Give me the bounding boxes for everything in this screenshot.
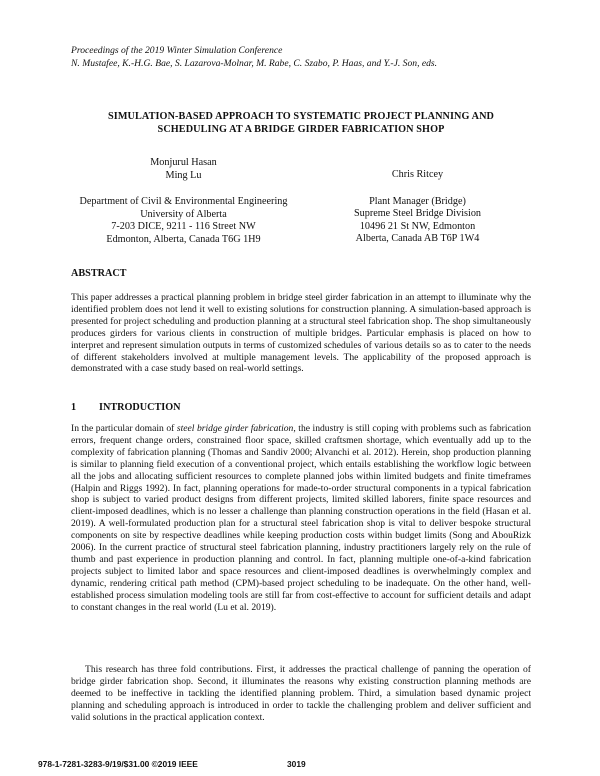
editors-line: N. Mustafee, K.-H.G. Bae, S. Lazarova-Molnar, M. Rabe, C. Szabo, P. Haas, and Y.-J. Son, eds. [71,58,438,69]
abstract-text: This paper addresses a practical planning problem in bridge steel girder fabrication in an attempt to illuminate why the identified problem does not lend it well to existing solutions for construction planning. A simulation-based approach is presented for project scheduling and production planning at a structural steel fabrication shop. The shop simultaneously produces girders for various clients in construction of multiple bridges. Particular emphasis is placed on how to interpret and represent simulation outputs in terms of customized schedules of various details so as to cater to the needs of different stakeholders involved at multiple management levels. The applicability of the proposed approach is demonstrated with a case study based on real-world settings. [71,292,531,375]
paper-title [71,110,531,136]
proceedings-header [71,44,541,70]
abstract-heading: ABSTRACT [71,268,127,279]
footer-isbn: 978-1-7281-3283-9/19/$31.00 ©2019 IEEE [38,759,198,769]
page-footer [38,759,598,769]
author-role: Plant Manager (Bridge) [369,195,466,207]
author-name: Ming Lu [165,169,202,181]
author-name: Chris Ritcey [391,169,444,180]
author-organization: Supreme Steel Bridge Division [353,208,482,219]
author-department: Department of Civil & Environmental Engineering [79,196,288,207]
author-address: 7-203 DICE, 9211 - 116 Street NW [111,221,256,232]
author-city: Alberta, Canada AB T6P 1W4 [355,233,480,244]
intro-p1-emphasis: steel bridge girder fabrication [176,423,294,434]
intro-p1-start: In the particular domain of [71,423,177,434]
intro-p1-rest: , the industry is still coping with problems such as fabrication errors, frequent change orders, constrained floor space, skilled craftsmen shortage, which eventually add up to the complexity of fabrication planning (Thomas and Sandiv 2000; Alvanchi et al. 2012). Herein, shop production planning is similar to planning field execution of a conventional project, which entails establishing the workflow logic between all the jobs and allocating sufficient resources to complete planned jobs within limited budgets and finite timeframes (Halpin and Riggs 1992). In fact, planning operations for made-to-order structural components in a typical fabrication shop is subject to varied product designs from different projects, limited skilled laborers, finite space resources and client-imposed deadlines, which is no lesser a challenge than planning construction operations in the field (Hasan et al. 2019). A well-formulated production plan for a structural steel fabrication shop is vital to deliver bespoke structural components on site by respective deadlines while keeping production costs within budget limits (Song and AbouRizk 2006). In the current practice of structural steel fabrication planning, industry practitioners largely rely on the rule of thumb and past experience in production planning and control. In fact, planning multiple one-of-a-kind fabrication projects subject to limited labor and space resources and client-imposed deadlines is overwhelmingly complex and dynamic, rendering critical path method (CPM)-based project scheduling to be inadequate. On the other hand, well-established process simulation modeling tools are still far from cost-effective to account for sufficient details and adapt to constant changes in the real world (Lu et al. 2019). [71,423,531,613]
proceedings-line: Proceedings of the 2019 Winter Simulation Conference [71,45,283,56]
section-title: INTRODUCTION [99,402,181,413]
author-name: Monjurul Hasan [150,157,217,168]
intro-paragraph-2: This research has three fold contributions. First, it addresses the practical challenge of panning the operation of bridge girder fabrication shop. Second, it illuminates the reasons why existing construction planning methods are deemed to be ineffective in tackling the identified planning problem. Third, a simulation based dynamic project planning and scheduling approach is introduced in order to tackle the challenging problem and deliver sufficient and valid solutions in the practical application context. [71,664,531,723]
section-heading-introduction [71,402,181,413]
author-city: Edmonton, Alberta, Canada T6G 1H9 [106,233,261,245]
title-line-1: SIMULATION-BASED APPROACH TO SYSTEMATIC PROJECT PLANNING AND [107,111,494,122]
page-number: 3019 [287,759,306,769]
author-university: University of Alberta [140,208,227,220]
title-line-2: SCHEDULING AT A BRIDGE GIRDER FABRICATION SHOP [157,124,445,135]
author-address: 10496 21 St NW, Edmonton [359,220,476,232]
author-block-left [71,157,296,246]
intro-paragraph-1 [71,423,531,614]
author-block-right [305,157,530,246]
section-number: 1 [71,402,77,413]
